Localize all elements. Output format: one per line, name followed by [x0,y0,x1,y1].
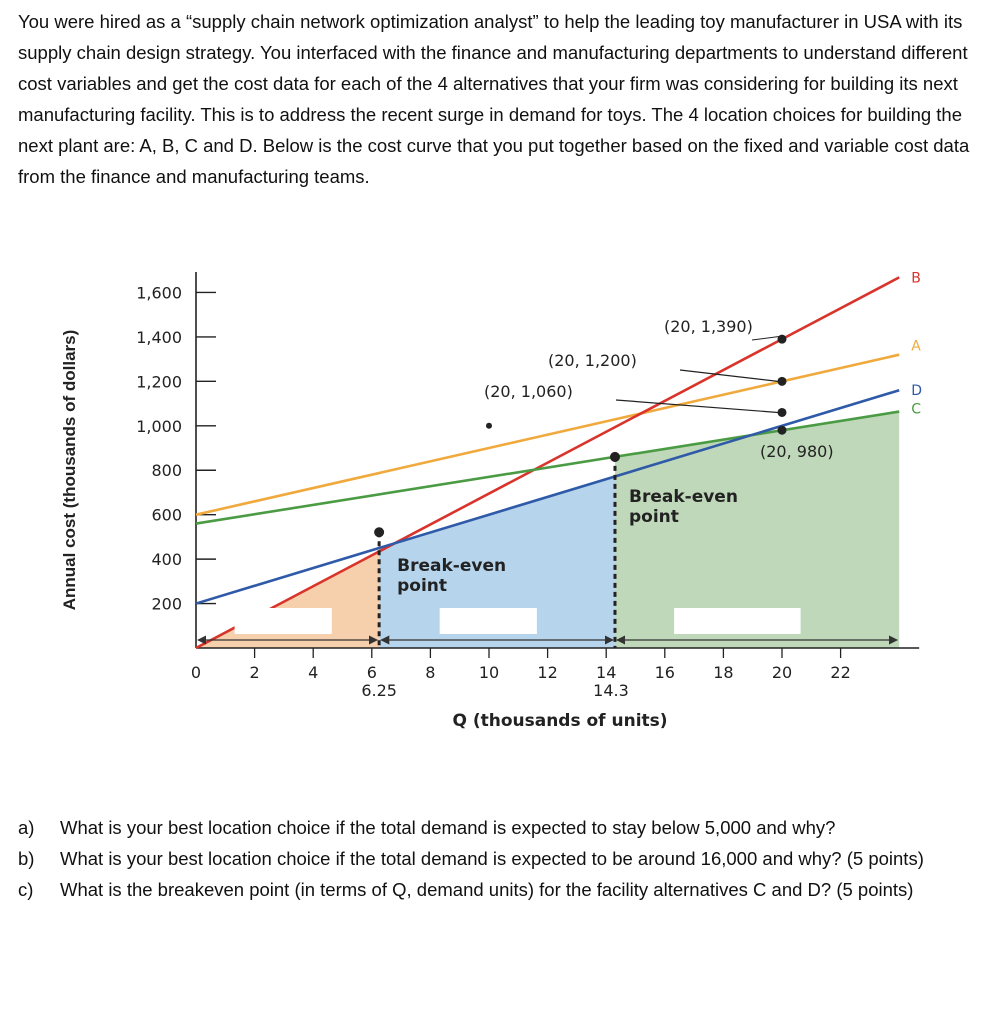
question-text: What is the breakeven point (in terms of Q, demand units) for the facility alternatives C and D? (5 points) [60,879,914,900]
y-tick-label: 1,600 [136,283,182,303]
point-annotation: (20, 1,200) [548,351,637,370]
x-tick-label: 22 [830,663,851,682]
x-tick-label: 12 [537,663,558,682]
x-tick-label: 14 [596,663,617,682]
x-tick-label: 18 [713,663,734,682]
question-text: What is your best location choice if the total demand is expected to be around 16,000 and why? (5 points) [60,848,924,869]
breakeven-label-line2: point [397,576,448,596]
x-tick-label: 6 [366,663,377,682]
y-tick-label: 1,200 [136,372,182,392]
intro-paragraph: You were hired as a “supply chain network optimization analyst” to help the leading toy manufacturer in USA with its supply chain design strategy. You interfaced with the finance and manufacturing departments to understand different cost variables and get the cost data for each of the 4 alternatives that your firm was considering for building its next manufacturing facility. This is to address the recent surge in demand for toys. The 4 location choices for building the next plant are: A, B, C and D. Below is the cost curve that you put together based on the fixed and variable cost data from the finance and manufacturing teams. [18,11,970,187]
y-tick-label: 1,000 [136,416,182,436]
question-letter: c) [18,879,34,900]
x-tick-label: 8 [425,663,436,682]
x-tick-label: 10 [478,663,500,682]
breakeven-x-label: 14.3 [593,681,629,700]
x-tick-label: 0 [190,663,202,682]
series-label-A: A [911,338,921,355]
breakeven-label-line1: Break-even [397,556,507,576]
series-label-B: B [911,270,921,287]
breakeven-dot [374,527,384,537]
question-c [18,874,993,905]
x-tick-label: 4 [308,663,319,682]
range-label-box [440,608,537,634]
point-dot [778,335,787,344]
y-tick-label: 400 [151,550,182,570]
question-letter: a) [18,817,35,838]
y-tick-label: 1,400 [136,327,182,347]
series-label-D: D [911,383,922,400]
point-dot [778,377,787,386]
breakeven-x-label: 6.25 [361,681,397,700]
range-label-box [674,608,801,634]
question-b [18,843,993,874]
question-list [18,812,993,905]
point-dot [778,408,787,417]
y-tick-label: 600 [151,505,182,525]
leader-line [752,336,782,340]
question-a [18,812,993,843]
crossing-marker [486,423,492,429]
breakeven-label-line2: point [628,507,679,527]
y-axis-title: Annual cost (thousands of dollars) [60,329,79,611]
x-tick-label: 2 [249,663,260,682]
breakeven-dot [610,452,620,462]
point-annotation: (20, 1,390) [664,317,753,336]
x-axis-title: Q (thousands of units) [452,711,668,731]
x-tick-label: 20 [771,663,793,682]
series-label-C: C [911,401,921,418]
breakeven-label-line1: Break-even [628,487,738,507]
x-tick-label: 16 [654,663,675,682]
leader-line [680,370,778,381]
point-dot [778,426,787,435]
y-tick-label: 200 [151,594,182,614]
point-annotation: (20, 1,060) [484,382,573,401]
y-tick-label: 800 [151,461,182,481]
question-text: What is your best location choice if the total demand is expected to stay below 5,000 and why? [60,817,836,838]
range-label-box [235,608,332,634]
point-annotation: (20, 980) [760,442,834,461]
question-letter: b) [18,848,35,869]
